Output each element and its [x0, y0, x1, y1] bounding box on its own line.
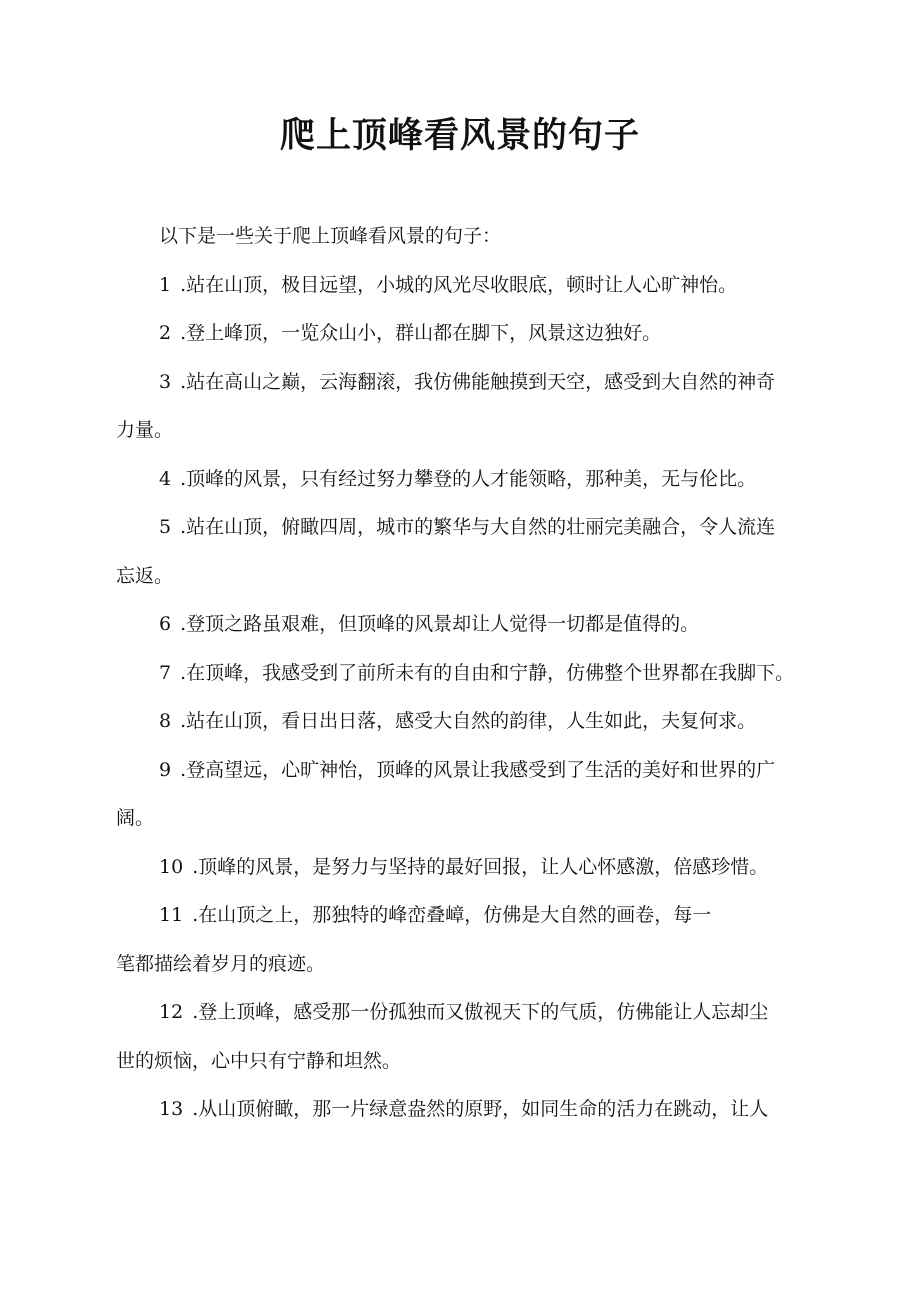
item-text: .站在山顶，极目远望，小城的风光尽收眼底，顿时让人心旷神怡。 — [180, 273, 738, 296]
list-item-first-line — [116, 309, 808, 358]
item-text: .登顶之路虽艰难，但顶峰的风景却让人觉得一切都是值得的。 — [180, 613, 700, 635]
list-item-first-line — [116, 891, 808, 940]
item-number: 12 — [159, 1001, 184, 1023]
item-text: .登上顶峰，感受那一份孤独而又傲视天下的气质，仿佛能让人忘却尘 — [192, 1001, 769, 1023]
intro-paragraph: 以下是一些关于爬上顶峰看风景的句子： — [159, 225, 502, 247]
list-item — [116, 600, 808, 649]
list-item-first-line — [116, 988, 808, 1037]
list-item-first-line — [116, 697, 808, 746]
list-item-first-line — [116, 746, 808, 795]
list-item-continuation-line: 阔。 — [116, 807, 155, 829]
item-number: 7 — [159, 661, 172, 684]
list-item — [116, 697, 808, 746]
item-text: .登高望远，心旷神怡，顶峰的风景让我感受到了生活的美好和世界的广 — [180, 758, 776, 781]
item-text: .顶峰的风景，是努力与坚持的最好回报，让人心怀感激，倍感珍惜。 — [192, 855, 769, 878]
item-text: .从山顶俯瞰，那一片绿意盎然的原野，如同生命的活力在跳动，让人 — [192, 1098, 769, 1120]
item-text: .站在山顶，看日出日落，感受大自然的韵律，人生如此，夫复何求。 — [180, 710, 757, 732]
item-number: 2 — [159, 322, 172, 344]
list-item-first-line — [116, 455, 808, 504]
item-text: .在顶峰，我感受到了前所未有的自由和宁静，仿佛整个世界都在我脚下。 — [180, 661, 795, 684]
document-body — [116, 212, 808, 1134]
list-item-first-line — [116, 1085, 808, 1134]
item-number: 13 — [159, 1098, 184, 1120]
list-item-continuation-line: 力量。 — [116, 419, 174, 441]
list-item-first-line — [116, 358, 808, 407]
item-number: 9 — [159, 758, 172, 781]
item-number: 8 — [159, 710, 172, 732]
list-item — [116, 746, 808, 843]
item-text: .站在山顶，俯瞰四周，城市的繁华与大自然的壮丽完美融合，令人流连 — [180, 516, 776, 538]
list-item-first-line — [116, 649, 808, 698]
list-item — [116, 843, 808, 892]
item-number: 1 — [159, 273, 172, 296]
list-item-first-line — [116, 843, 808, 892]
page-title: 爬上顶峰看风景的句子 — [279, 116, 640, 156]
list-item-continuation-line: 笔都描绘着岁月的痕迹。 — [116, 952, 326, 975]
item-number: 10 — [159, 855, 184, 878]
list-item — [116, 261, 808, 310]
list-item-continuation-line: 世的烦恼，心中只有宁静和坦然。 — [116, 1049, 402, 1072]
item-number: 5 — [159, 516, 172, 538]
list-item-continuation-line: 忘返。 — [116, 564, 174, 587]
item-number: 11 — [159, 904, 184, 926]
list-item — [116, 455, 808, 504]
list-item — [116, 891, 808, 988]
list-item — [116, 988, 808, 1085]
item-text: .站在高山之巅，云海翻滚，我仿佛能触摸到天空，感受到大自然的神奇 — [180, 370, 776, 393]
list-item — [116, 649, 808, 698]
list-item-first-line — [116, 261, 808, 310]
list-item — [116, 309, 808, 358]
item-number: 6 — [159, 613, 172, 635]
list-item — [116, 358, 808, 455]
item-text: .在山顶之上，那独特的峰峦叠嶂，仿佛是大自然的画卷，每一 — [192, 904, 712, 926]
item-number: 3 — [159, 370, 172, 393]
list-item — [116, 1085, 808, 1134]
item-text: .顶峰的风景，只有经过努力攀登的人才能领略，那种美，无与伦比。 — [180, 467, 757, 490]
list-item-first-line — [116, 503, 808, 552]
list-item-first-line — [116, 600, 808, 649]
sentence-list — [116, 261, 808, 1134]
item-text: .登上峰顶，一览众山小，群山都在脚下，风景这边独好。 — [180, 322, 662, 344]
item-number: 4 — [159, 467, 172, 490]
list-item — [116, 503, 808, 600]
